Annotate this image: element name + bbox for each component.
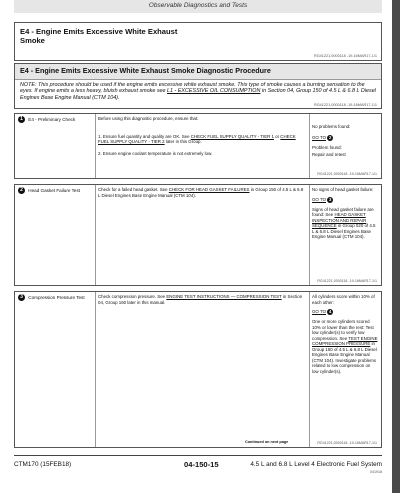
section-title: Observable Diagnostics and Tests bbox=[148, 2, 248, 9]
step-2 bbox=[14, 184, 382, 286]
step-item-2: 2. Ensure engine coolant temperature is not extremely low. bbox=[98, 150, 213, 156]
fuel-quality-tier2-link[interactable]: CHECK FUEL SUPPLY QUALITY - TIER 2 bbox=[98, 133, 296, 144]
title-box bbox=[14, 22, 382, 61]
step-label: E4 - Preliminary Check bbox=[28, 116, 76, 122]
goto-step-2[interactable]: GO TO 2 bbox=[312, 134, 332, 140]
result-no-problem: No problems found: bbox=[312, 124, 351, 129]
footer-page-sub: 041918 bbox=[370, 470, 382, 474]
result-within-range: All cylinders score within 10% of each other: bbox=[312, 294, 375, 305]
title-ref: RG41221,0000118 -19-16MAR17-1/1 bbox=[313, 54, 377, 58]
page-header-bar bbox=[14, 0, 382, 13]
head-gasket-failures-link[interactable]: CHECK FOR HEAD GASKET FAILURES bbox=[168, 187, 250, 192]
step-text: Check compression pressure. See ENGINE TEST INSTRUCTIONS — COMPRESSION TEST in Section 04, Group 160 later in this manual. bbox=[98, 294, 303, 305]
step-1 bbox=[14, 113, 382, 179]
result-low-cylinder: One or more cylinders scored 10% or lower than the rest: Test low cylinder(s) to verify low compression. See TEST ENGINE COMPRESSION PRESSURE in Group 150 of 4.5 L & 6.8 L Diesel Engines Base Engine Manual (CTM 104). Investigate problems related to low compression on low cylinder(s). bbox=[312, 319, 378, 374]
step-3 bbox=[14, 291, 382, 448]
procedure-note: NOTE: This procedure should be used if the engine emits excessive white exhaust smoke. This type of smoke causes a burning sensation to the eyes. If engine emits a less heavy, bluish exhaust smoke see L1 - EXCESSIVE OIL CONSUMPTION in Section 04, Group 150 of 4.5 L & 6.8 L Diesel Engines Base Engine Manual (CTM 104). bbox=[20, 81, 376, 102]
page-title: E4 - Engine Emits Excessive White Exhaust Smoke bbox=[20, 27, 178, 45]
page-edge-bar bbox=[392, 0, 400, 493]
step-number-badge: 1 bbox=[18, 116, 25, 123]
procedure-ref: RG41221,0000118 -19-16MAR17-1/1 bbox=[313, 103, 377, 107]
goto-step-4[interactable]: GO TO 4 bbox=[312, 309, 332, 314]
step-label: Compression Pressure Test bbox=[28, 294, 85, 300]
page-footer bbox=[14, 458, 382, 472]
goto-step-3[interactable]: GO TO 3 bbox=[312, 196, 332, 202]
result-action: Repair and retest bbox=[312, 152, 346, 157]
step-number-badge: 3 bbox=[18, 294, 25, 301]
step-item-1: 1. Ensure fuel quantity and quality are OK. See CHECK FUEL SUPPLY QUALITY - TIER 1 or CHECK FUEL SUPPLY QUALITY - TIER 2 later in this Group. bbox=[98, 133, 296, 144]
footer-manual-title: 4.5 L and 6.8 L Level 4 Electronic Fuel System bbox=[250, 461, 382, 468]
step-number-badge: 2 bbox=[18, 187, 25, 194]
engine-compression-link[interactable]: TEST ENGINE COMPRESSION PRESSURE bbox=[312, 335, 378, 346]
continued-note: Continued on next page bbox=[245, 440, 289, 444]
step-text: Check for a failed head gasket. See CHECK FOR HEAD GASKET FAILURES in Group 150 of 4.5 L & 6.8 L Diesel Engines Base Engine Manual (CTM 104). bbox=[98, 187, 304, 198]
footer-doc-id: CTM170 (15FEB18) bbox=[14, 461, 72, 468]
footer-page-number: 04-150-15 bbox=[184, 460, 219, 469]
step-ref: RG41221,0000118 -19-16MAR17-1/1 bbox=[317, 441, 377, 445]
result-no-failure: No signs of head gasket failure: bbox=[312, 187, 374, 192]
procedure-box bbox=[14, 63, 382, 109]
step-ref: RG41221,0000118 -19-16MAR17-1/1 bbox=[317, 172, 377, 176]
step-label: Head Gasket Failure Test bbox=[28, 187, 81, 193]
step-intro: Before using this diagnostic procedure, ensure that: bbox=[98, 116, 199, 121]
head-gasket-repair-link[interactable]: HEAD GASKET INSPECTION AND REPAIR SEQUENCE bbox=[312, 212, 367, 228]
procedure-title: E4 - Engine Emits Excessive White Exhaust Smoke Diagnostic Procedure bbox=[15, 64, 381, 80]
compression-test-link[interactable]: ENGINE TEST INSTRUCTIONS — COMPRESSION TEST bbox=[166, 294, 282, 299]
result-problem-found: Problem found: bbox=[312, 144, 342, 150]
footer-rule bbox=[14, 455, 382, 456]
result-failure-found: Signs of head gasket failure are found: See HEAD GASKET INSPECTION AND REPAIR SEQUENCE in Group 020 of 4.5 L & 6.8 L Diesel Engines Base Engine Manual (CTM 104). bbox=[312, 206, 376, 239]
fuel-quality-tier1-link[interactable]: CHECK FUEL SUPPLY QUALITY - TIER 1 bbox=[190, 133, 274, 139]
step-ref: RG41221,0000118 -19-16MAR17-1/1 bbox=[317, 279, 377, 283]
note-link[interactable]: L1 - EXCESSIVE OIL CONSUMPTION bbox=[167, 88, 261, 95]
